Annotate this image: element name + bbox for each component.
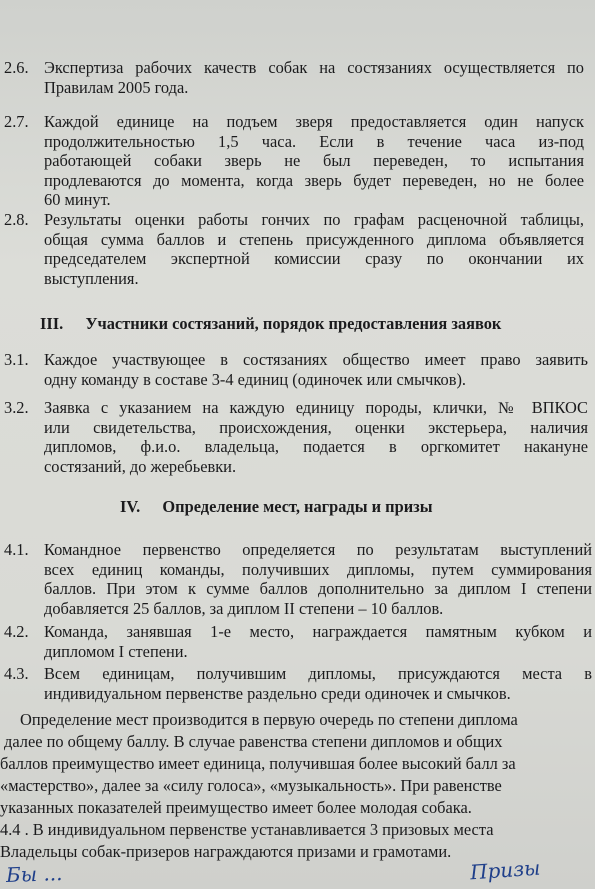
clause-text-line: продлеваются до момента, когда зверь будет переведен, но не более [44, 170, 584, 190]
handwritten-note-right: Призы [469, 855, 542, 885]
clause-text-line: или свидетельства, происхождения, оценки экстерьера, наличия [44, 417, 588, 437]
clause-text-line: состязаний, до жеребьевки. [44, 456, 237, 476]
clause-text-line: продолжительностью 1,5 часа. Если в течение часа из-под [44, 131, 584, 151]
clause-text-line: всех единиц команды, получивших дипломы, путем суммирования [44, 559, 592, 579]
heading-number: III. [40, 314, 64, 333]
heading-number: IV. [120, 497, 141, 516]
clause-number: 2.7. [4, 112, 29, 131]
heading-title: Определение мест, награды и призы [162, 497, 433, 516]
clause-text-line: Каждое участвующее в состязаниях общество имеет право заявить [44, 350, 588, 369]
paragraph-line: баллов преимущество имеет единица, получившая более высокий балл за [0, 754, 516, 773]
clause-text-line: баллов. При этом к сумме баллов дополнительно за диплом I степени [44, 579, 592, 599]
clause-text-line: дипломов, ф.и.о. владельца, подается в оргкомитет накануне [44, 437, 588, 457]
clause-text-line: председателем экспертной комиссии сразу по окончании их [44, 249, 584, 269]
clause-text-line: Всем единицам, получившим дипломы, присуждаются места в [44, 664, 592, 683]
clause-text-line: Командное первенство определяется по результатам выступлений [44, 540, 592, 559]
clause-number: 4.2. [4, 622, 29, 641]
paragraph-line: далее по общему баллу. В случае равенства степени дипломов и общих [4, 732, 503, 751]
clause-text-line: одну команду в составе 3-4 единиц (одиночек или смычков). [44, 369, 467, 389]
section-heading-4 [120, 497, 433, 517]
clause-text-line: дипломом I степени. [44, 641, 188, 661]
clause-text-line: общая сумма баллов и степень присужденного диплома объявляется [44, 229, 584, 249]
clause-text-line: индивидуальном первенстве раздельно среди одиночек и смычков. [44, 683, 511, 703]
clause-number: 4.3. [4, 664, 29, 683]
paragraph-line: Определение мест производится в первую очередь по степени диплома [20, 710, 518, 729]
clause-number: 3.2. [4, 398, 29, 417]
clause-number: 2.8. [4, 210, 29, 229]
clause-text-line: 60 минут. [44, 190, 111, 210]
clause-4-4-line: 4.4 . В индивидуальном первенстве устанавливается 3 призовых места [0, 820, 494, 839]
clause-text-line: Экспертиза рабочих качеств собак на состязаниях осуществляется по [44, 58, 584, 77]
clause-text-line: выступления. [44, 268, 139, 288]
clause-text-line: Правилам 2005 года. [44, 77, 189, 97]
clause-text-line: работающей собаки зверь не был переведен, то испытания [44, 151, 584, 171]
clause-text-line: Команда, занявшая 1-е место, награждается памятным кубком и [44, 622, 592, 641]
clause-text-line: Каждой единице на подъем зверя предоставляется один напуск [44, 112, 584, 131]
clause-text-line: добавляется 25 баллов, за диплом II степени – 10 баллов. [44, 598, 444, 618]
clause-number: 3.1. [4, 350, 29, 369]
clause-number: 2.6. [4, 58, 29, 77]
clause-text-line: Заявка с указанием на каждую единицу породы, клички, № ВПКОС [44, 398, 588, 417]
clause-text-line: Результаты оценки работы гончих по графам расценочной таблицы, [44, 210, 584, 229]
paragraph-line: «мастерство», далее за «силу голоса», «музыкальность». При равенстве [0, 776, 502, 795]
clause-number: 4.1. [4, 540, 29, 559]
clause-4-4-line: Владельцы собак-призеров награждаются призами и грамотами. [0, 842, 452, 861]
paragraph-line: указанных показателей преимущество имеет более молодая собака. [0, 798, 472, 817]
handwritten-note-left: Бы ... [5, 861, 63, 887]
heading-title: Участники состязаний, порядок предоставления заявок [85, 314, 502, 333]
section-heading-3 [40, 314, 501, 334]
